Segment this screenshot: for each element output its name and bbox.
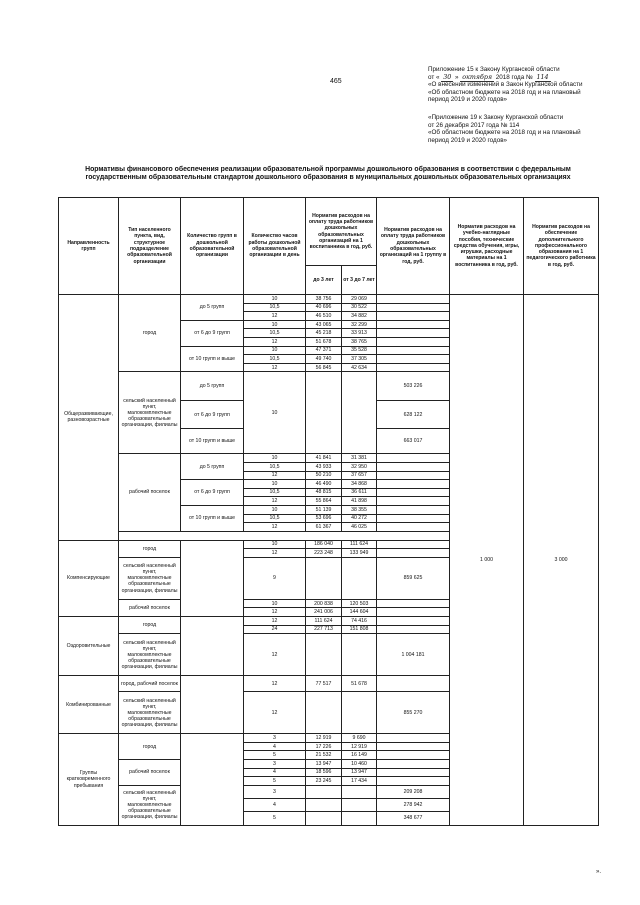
value-3to7: 41 898 xyxy=(342,497,377,506)
value-under3: 111 624 xyxy=(306,617,342,626)
value-under3: 46 510 xyxy=(306,312,342,321)
value-3to7: 38 355 xyxy=(342,505,377,514)
value-3to7: 36 611 xyxy=(342,488,377,497)
group-value xyxy=(377,303,450,312)
value-under3: 51 139 xyxy=(306,505,342,514)
group-value xyxy=(377,488,450,497)
hours-cell: 12 xyxy=(244,471,306,480)
value-3to7 xyxy=(342,634,377,676)
hours-cell: 9 xyxy=(244,557,306,599)
group-label: Компенсирующие xyxy=(59,540,119,616)
value-under3: 55 864 xyxy=(306,497,342,506)
group-value xyxy=(377,337,450,346)
group-label: Комбинированные xyxy=(59,676,119,734)
page-number: 465 xyxy=(330,78,342,85)
group-value xyxy=(377,480,450,489)
value-under3: 77 517 xyxy=(306,676,342,692)
handwritten-day: 30 xyxy=(443,73,452,81)
closing-mark: ». xyxy=(596,869,602,875)
group-value xyxy=(377,497,450,506)
value-under3: 200 838 xyxy=(306,599,342,608)
value-under3: 17 226 xyxy=(306,742,342,751)
appendix-line: «Об областном бюджете на 2018 год и на плановый xyxy=(428,129,581,137)
value-3to7 xyxy=(342,798,377,811)
value-3to7: 13 947 xyxy=(342,768,377,777)
value-under3: 49 740 xyxy=(306,355,342,364)
group-value xyxy=(377,777,450,786)
quote-close: » xyxy=(455,73,459,81)
value-3to7: 38 765 xyxy=(342,337,377,346)
table-row xyxy=(59,295,599,304)
type-cell: рабочий поселок xyxy=(119,760,181,786)
type-cell: город xyxy=(119,295,181,372)
table-header-row xyxy=(59,198,599,266)
group-value xyxy=(377,505,450,514)
training-norm: 3 000 xyxy=(524,295,599,826)
group-value xyxy=(377,540,450,549)
appendix-line: период 2019 и 2020 годов» xyxy=(428,136,508,144)
count-cell: до 5 групп xyxy=(181,454,244,480)
count-cell: от 6 до 9 групп xyxy=(181,480,244,506)
value-3to7: 32 299 xyxy=(342,320,377,329)
hours-cell: 10,5 xyxy=(244,488,306,497)
value-3to7: 34 882 xyxy=(342,312,377,321)
value-under3: 18 596 xyxy=(306,768,342,777)
hours-cell: 5 xyxy=(244,751,306,760)
header-hours: Количество часов работы дошкольной образовательной организации в день xyxy=(244,198,306,295)
value-under3: 40 696 xyxy=(306,303,342,312)
value-under3: 43 065 xyxy=(306,320,342,329)
type-cell: город, рабочий поселок xyxy=(119,676,181,692)
count-cell: от 6 до 9 групп xyxy=(181,401,244,429)
hours-cell: 5 xyxy=(244,811,306,825)
value-3to7: 9 690 xyxy=(342,734,377,743)
group-value xyxy=(377,312,450,321)
value-3to7: 32 950 xyxy=(342,462,377,471)
count-cell: до 5 групп xyxy=(181,372,244,401)
value-3to7: 42 634 xyxy=(342,363,377,372)
hours-cell: 4 xyxy=(244,798,306,811)
group-value: 278 942 xyxy=(377,798,450,811)
group-value xyxy=(377,462,450,471)
group-value xyxy=(377,751,450,760)
value-under3: 48 815 xyxy=(306,488,342,497)
group-value xyxy=(377,760,450,769)
hours-cell: 12 xyxy=(244,634,306,676)
count-cell xyxy=(181,676,244,734)
value-under3: 186 040 xyxy=(306,540,342,549)
group-value: 209 208 xyxy=(377,785,450,798)
value-under3: 50 210 xyxy=(306,471,342,480)
group-value xyxy=(377,346,450,355)
handwritten-month: октября xyxy=(462,73,493,81)
ot-label: от « xyxy=(428,73,440,81)
type-cell: город xyxy=(119,734,181,760)
header-3to7: от 3 до 7 лет xyxy=(342,266,377,295)
value-3to7: 29 069 xyxy=(342,295,377,304)
hours-cell: 10 xyxy=(244,454,306,463)
hours-cell: 10 xyxy=(244,295,306,304)
header-per-group: Норматив расходов на оплату труда работников дошкольных образовательных организаций на 1 группу в год, руб. xyxy=(377,198,450,295)
count-cell: от 6 до 9 групп xyxy=(181,320,244,346)
value-under3: 47 371 xyxy=(306,346,342,355)
header-direction: Направленность групп xyxy=(59,198,119,295)
group-label: Группы кратковременного пребывания xyxy=(59,734,119,826)
group-label: Оздоровительные xyxy=(59,617,119,676)
type-cell: сельский населенный пункт, малокомплектные образовательные организации, филиалы xyxy=(119,557,181,599)
group-value xyxy=(377,608,450,617)
appendix-line: Приложение 15 к Закону Курганской области xyxy=(428,66,560,73)
hours-cell: 24 xyxy=(244,625,306,634)
group-value: 859 625 xyxy=(377,557,450,599)
value-under3: 43 933 xyxy=(306,462,342,471)
value-3to7: 34 868 xyxy=(342,480,377,489)
group-value: 663 017 xyxy=(377,429,450,454)
value-3to7: 51 678 xyxy=(342,676,377,692)
hours-cell: 10 xyxy=(244,346,306,355)
value-3to7 xyxy=(342,785,377,798)
appendix-15-block xyxy=(428,66,634,104)
hours-cell: 10,5 xyxy=(244,303,306,312)
group-value: 348 677 xyxy=(377,811,450,825)
value-3to7 xyxy=(342,557,377,599)
hours-cell: 10 xyxy=(244,599,306,608)
value-under3: 61 367 xyxy=(306,523,342,532)
value-under3: 23 245 xyxy=(306,777,342,786)
handwritten-number: 114 xyxy=(536,73,549,81)
value-under3: 241 006 xyxy=(306,608,342,617)
value-3to7: 120 503 xyxy=(342,599,377,608)
value-3to7: 31 381 xyxy=(342,454,377,463)
value-3to7: 35 528 xyxy=(342,346,377,355)
value-3to7: 33 913 xyxy=(342,329,377,338)
document-title: Нормативы финансового обеспечения реализации образовательной программы дошкольного образования в соответствии с федеральным государственным образовательным стандартом дошкольного образования в муниципальных дошкольных образовательных организациях xyxy=(85,166,571,182)
group-value: 503 226 xyxy=(377,372,450,401)
value-3to7: 17 434 xyxy=(342,777,377,786)
appendix-19-block xyxy=(428,114,634,144)
value-3to7: 12 919 xyxy=(342,742,377,751)
hours-cell: 10 xyxy=(244,540,306,549)
type-cell: сельский населенный пункт, малокомплектные образовательные организации, филиалы xyxy=(119,634,181,676)
appendix-line: от 26 декабря 2017 года № 114 xyxy=(428,121,520,129)
group-value xyxy=(377,329,450,338)
header-group-count: Количество групп в дошкольной образовательной организации xyxy=(181,198,244,295)
group-value xyxy=(377,320,450,329)
hours-cell: 3 xyxy=(244,734,306,743)
value-3to7 xyxy=(342,692,377,734)
count-cell xyxy=(181,617,244,676)
value-3to7: 144 604 xyxy=(342,608,377,617)
group-value xyxy=(377,295,450,304)
type-cell: сельский населенный пункт, малокомплектные образовательные организации, филиалы xyxy=(119,692,181,734)
header-materials: Норматив расходов на учебно-наглядные пособия, технические средства обучения, игры, игрушки, расходные материалы на 1 воспитанника в год, руб. xyxy=(450,198,524,295)
group-value xyxy=(377,676,450,692)
group-value xyxy=(377,454,450,463)
hours-cell: 4 xyxy=(244,742,306,751)
count-cell: от 10 групп и выше xyxy=(181,505,244,531)
hours-cell: 12 xyxy=(244,676,306,692)
value-under3: 41 841 xyxy=(306,454,342,463)
value-under3: 227 713 xyxy=(306,625,342,634)
value-under3 xyxy=(306,811,342,825)
value-3to7: 30 522 xyxy=(342,303,377,312)
type-cell: сельский населенный пункт, малокомплектные образовательные организации, филиалы xyxy=(119,372,181,454)
hours-cell: 12 xyxy=(244,363,306,372)
hours-cell: 12 xyxy=(244,337,306,346)
group-value xyxy=(377,599,450,608)
hours-cell: 10 xyxy=(244,505,306,514)
value-under3 xyxy=(306,634,342,676)
value-3to7: 46 025 xyxy=(342,523,377,532)
hours-cell: 12 xyxy=(244,497,306,506)
hours-cell: 12 xyxy=(244,608,306,617)
count-cell: до 5 групп xyxy=(181,295,244,321)
value-under3 xyxy=(306,557,342,599)
group-value: 628 122 xyxy=(377,401,450,429)
value-under3: 13 947 xyxy=(306,760,342,769)
value-3to7: 37 657 xyxy=(342,471,377,480)
type-cell: город xyxy=(119,617,181,634)
value-3to7: 37 305 xyxy=(342,355,377,364)
type-cell: рабочий поселок xyxy=(119,599,181,616)
materials-norm: 1 000 xyxy=(450,295,524,826)
value-3to7: 151 808 xyxy=(342,625,377,634)
value-3to7: 40 272 xyxy=(342,514,377,523)
hours-cell: 4 xyxy=(244,768,306,777)
group-value xyxy=(377,549,450,558)
year-label: 2018 года № xyxy=(495,73,533,81)
group-value xyxy=(377,617,450,626)
header-per-pupil: Норматив расходов на оплату труда работников дошкольных образовательных организаций на 1 воспитанника в год, руб. xyxy=(306,198,377,266)
type-cell: сельский населенный пункт, малокомплектные образовательные организации, филиалы xyxy=(119,785,181,825)
value-under3: 45 218 xyxy=(306,329,342,338)
hours-cell: 10,5 xyxy=(244,514,306,523)
appendix-line: «Приложение 19 к Закону Курганской области xyxy=(428,113,564,121)
type-cell: рабочий поселок xyxy=(119,454,181,531)
value-under3: 223 248 xyxy=(306,549,342,558)
hours-cell: 3 xyxy=(244,785,306,798)
hours-cell: 10,5 xyxy=(244,462,306,471)
hours-cell: 12 xyxy=(244,312,306,321)
hours-cell: 10 xyxy=(244,372,306,454)
value-3to7 xyxy=(342,372,377,454)
hours-cell: 12 xyxy=(244,523,306,532)
value-under3: 56 845 xyxy=(306,363,342,372)
hours-cell: 3 xyxy=(244,760,306,769)
group-value xyxy=(377,355,450,364)
hours-cell: 12 xyxy=(244,549,306,558)
group-value xyxy=(377,734,450,743)
group-value xyxy=(377,742,450,751)
hours-cell: 10 xyxy=(244,480,306,489)
hours-cell: 12 xyxy=(244,692,306,734)
group-value: 855 270 xyxy=(377,692,450,734)
value-3to7 xyxy=(342,811,377,825)
hours-cell: 10,5 xyxy=(244,355,306,364)
group-value xyxy=(377,471,450,480)
value-under3: 12 919 xyxy=(306,734,342,743)
header-training: Норматив расходов на обеспечение дополнительного профессионального образования на 1 педагогического работника в год, руб. xyxy=(524,198,599,295)
group-value xyxy=(377,514,450,523)
hours-cell: 10 xyxy=(244,320,306,329)
appendix-line: «О внесении изменений в Закон Курганской области xyxy=(428,81,583,89)
norms-table xyxy=(58,197,599,826)
appendix-line: период 2019 и 2020 годов» xyxy=(428,96,508,104)
hours-cell: 10,5 xyxy=(244,329,306,338)
value-under3 xyxy=(306,372,342,454)
group-value xyxy=(377,363,450,372)
value-under3: 53 696 xyxy=(306,514,342,523)
value-under3: 21 532 xyxy=(306,751,342,760)
appendix-line: «Об областном бюджете на 2018 год и на плановый xyxy=(428,88,581,96)
header-under3: до 3 лет xyxy=(306,266,342,295)
value-under3 xyxy=(306,798,342,811)
value-3to7: 10 460 xyxy=(342,760,377,769)
appendix-header xyxy=(428,66,634,154)
value-3to7: 111 624 xyxy=(342,540,377,549)
value-under3 xyxy=(306,785,342,798)
value-3to7: 74 416 xyxy=(342,617,377,626)
type-cell: город xyxy=(119,540,181,557)
group-value xyxy=(377,768,450,777)
count-cell xyxy=(181,734,244,826)
group-label: Общеразвивающие, разновозрастные xyxy=(59,295,119,541)
count-cell xyxy=(181,540,244,616)
header-type: Тип населенного пункта, вид, структурное подразделение образовательной организации xyxy=(119,198,181,295)
group-value: 1 004 181 xyxy=(377,634,450,676)
hours-cell: 12 xyxy=(244,617,306,626)
count-cell: от 10 групп и выше xyxy=(181,346,244,372)
value-under3 xyxy=(306,692,342,734)
value-under3: 51 678 xyxy=(306,337,342,346)
value-under3: 38 756 xyxy=(306,295,342,304)
group-value xyxy=(377,625,450,634)
count-cell: от 10 групп и выше xyxy=(181,429,244,454)
group-value xyxy=(377,523,450,532)
hours-cell: 5 xyxy=(244,777,306,786)
value-under3: 46 490 xyxy=(306,480,342,489)
value-3to7: 133 949 xyxy=(342,549,377,558)
value-3to7: 16 149 xyxy=(342,751,377,760)
